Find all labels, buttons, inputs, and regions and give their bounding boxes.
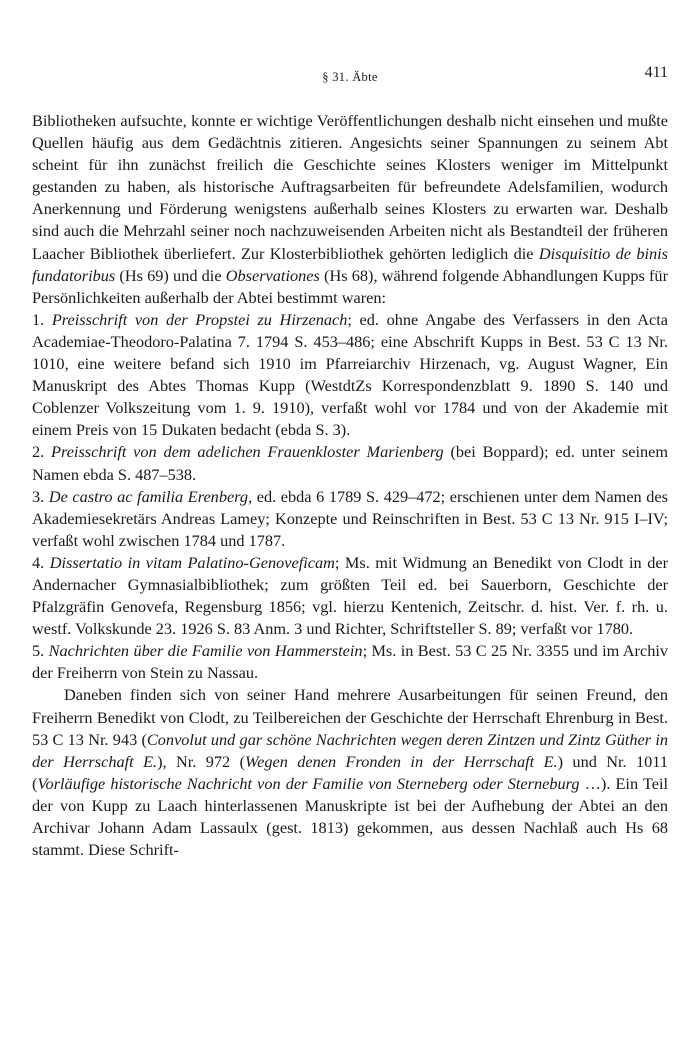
paragraph-intro	[32, 110, 668, 309]
list-item-1	[32, 309, 668, 442]
text-run: Daneben finden sich von seiner Hand mehrere Ausarbeitungen für seinen Freund, den Freiherrn Benedikt von Clodt, zu Teilbereichen der Geschichte der Herrschaft Ehrenburg in Best. 53 C 13 Nr. 943 (	[32, 685, 668, 749]
running-header	[32, 62, 668, 88]
list-item-3	[32, 486, 668, 552]
text-run: ; ed. ohne Angabe des Verfassers in den Acta Academiae-Theodoro-Palatina 7. 1794 S. 453–486; eine Abschrift Kupps in Best. 53 C 13 Nr. 1010, eine weitere befand sich 1910 im Pfarreiarchiv Hirzenach, vg. August Wagner, Ein Manuskript des Abtes Thomas Kupp (WestdtZs Korrespondenzblatt 9. 1890 S. 140 und Coblenzer Volkszeitung vom 1. 9. 1910), verfaßt wohl vor 1784 und von der Akademie mit einem Preis von 15 Dukaten bedacht (ebda S. 3).	[32, 309, 669, 440]
text-run: 3.	[32, 486, 49, 506]
body-text	[32, 110, 668, 861]
page-number: 411	[644, 64, 668, 81]
italic-title: De castro ac familia Erenberg	[48, 486, 249, 506]
text-run: (Hs 69) und die	[115, 265, 226, 285]
text-run: ; Ms. mit Widmung an Benedikt von Clodt in der Andernacher Gymnasialbibliothek; zum größten Teil ed. bei Sauerborn, Geschichte der Pfalzgräfin Genovefa, Regensburg 1856; vgl. hierzu Kentenich, Zeitschr. d. hist. Ver. f. rh. u. westf. Volkskunde 23. 1926 S. 83 Anm. 3 und Richter, Schriftsteller S. 89; verfaßt vor 1780.	[32, 552, 668, 639]
text-run: ) und Nr. 1011 (	[32, 751, 668, 793]
italic-title: Convolut und gar schöne Nachrichten wegen deren Zintzen und Zintz Güther in der Herrschaft E.	[32, 729, 669, 771]
italic-title: Disquisitio de binis fundatoribus	[32, 243, 668, 285]
list-item-4	[32, 552, 668, 640]
italic-title: Preisschrift von der Propstei zu Hirzenach	[51, 309, 348, 329]
italic-title: Dissertatio in vitam Palatino-Genoveficam	[49, 552, 335, 572]
text-run: (bei Boppard); ed. unter seinem Namen ebda S. 487–538.	[32, 442, 669, 484]
italic-title: Wegen denen Fronden in der Herrschaft E.	[245, 751, 558, 771]
book-page	[32, 0, 668, 861]
text-run: ; Ms. in Best. 53 C 25 Nr. 3355 und im Archiv der Freiherrn von Stein zu Nassau.	[32, 641, 669, 683]
text-run: 2.	[32, 442, 52, 462]
italic-title: Observationes	[225, 265, 320, 285]
running-title: § 31. Äbte	[322, 70, 378, 84]
text-run: (Hs 68), während folgende Abhandlungen Kupps für Persönlichkeiten außerhalb der Abtei bestimmt waren:	[32, 265, 668, 307]
text-run: , ed. ebda 6 1789 S. 429–472; erschienen unter dem Namen des Akademiesekretärs Andreas Lamey; Konzepte und Reinschriften in Best. 53 C 13 Nr. 915 I–IV; verfaßt wohl zwischen 1784 und 1787.	[32, 486, 668, 550]
list-item-2	[32, 441, 668, 485]
italic-title: Nachrichten über die Familie von Hammerstein	[48, 641, 363, 661]
paragraph-daneben	[32, 684, 668, 861]
text-run: …). Ein Teil der von Kupp zu Laach hinterlassenen Manuskripte ist bei der Aufhebung der Abtei an den Archivar Johann Adam Lassaulx (gest. 1813) gekommen, aus dessen Nachlaß auch Hs 68 stammt. Diese Schrift-	[32, 773, 668, 860]
text-run: 1.	[32, 309, 52, 329]
text-run: 4.	[32, 552, 50, 572]
list-item-5	[32, 640, 668, 684]
italic-title: Vorläufige historische Nachricht von der Familie von Sterneberg oder Sterneburg	[37, 773, 580, 793]
text-run: 5.	[32, 641, 49, 661]
text-run: Bibliotheken aufsuchte, konnte er wichtige Veröffentlichungen deshalb nicht einsehen und mußte Quellen häufig aus dem Gedächtnis zitieren. Angesichts seiner Spannungen zu seinem Abt scheint für ihn zunächst freilich die Geschichte seines Klosters weniger im Mittelpunkt gestanden zu haben, als historische Auftragsarbeiten für befreundete Adelsfamilien, wodurch Anerkennung und Förderung wenigstens außerhalb seines Klosters zu erwarten war. Deshalb sind auch die Mehrzahl seiner noch nachzuweisenden Arbeiten nicht als Bestandteil der früheren Laacher Bibliothek überliefert. Zur Klosterbibliothek gehörten lediglich die	[32, 111, 668, 263]
text-run: ), Nr. 972 (	[157, 751, 246, 771]
italic-title: Preisschrift von dem adelichen Frauenkloster Marienberg	[51, 442, 444, 462]
